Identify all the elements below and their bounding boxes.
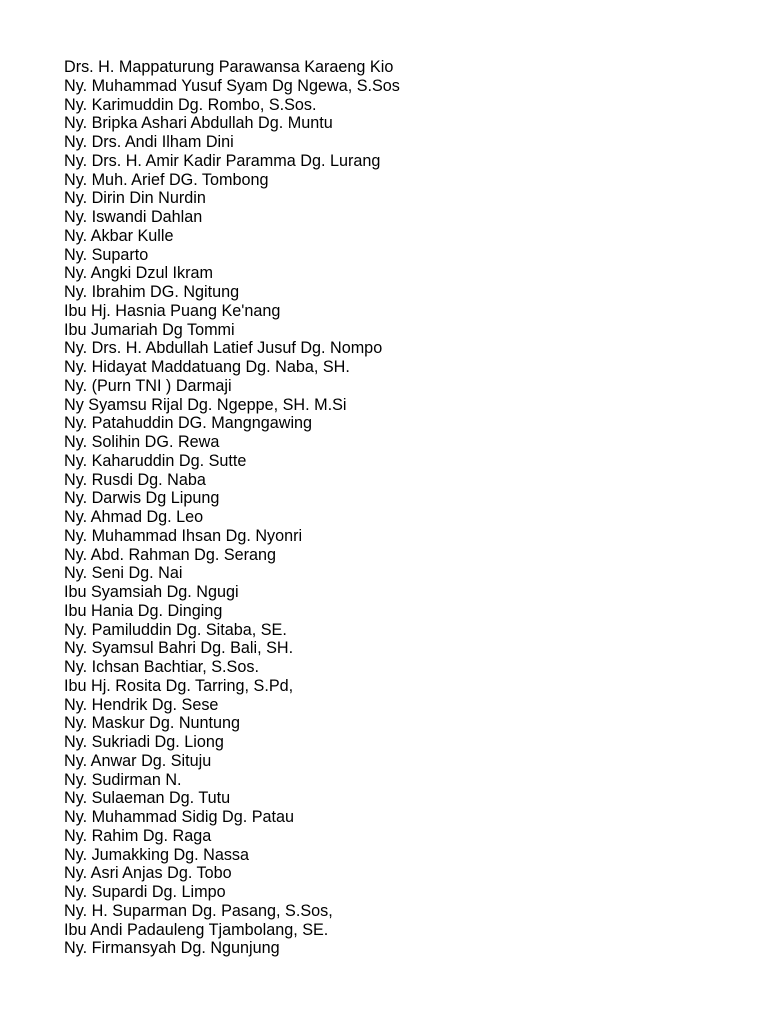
list-item: Ny. Patahuddin DG. Mangngawing: [64, 414, 313, 433]
list-item: Ny. Suparto: [64, 245, 149, 264]
list-item: Ny. Pamiluddin Dg. Sitaba, SE.: [64, 620, 287, 639]
list-item: Ny. Supardi Dg. Limpo: [64, 883, 226, 901]
list-item: Ibu Hj. Rosita Dg. Tarring, S.Pd,: [64, 676, 294, 695]
list-item: Ny. Bripka Ashari Abdullah Dg. Muntu: [64, 114, 333, 133]
list-item: Ny. Drs. H. Abdullah Latief Jusuf Dg. Nompo: [64, 339, 383, 358]
list-item: Ny. Muh. Arief DG. Tombong: [64, 170, 269, 189]
list-item: Ny. Anwar Dg. Situju: [64, 751, 212, 770]
list-item: Ny. Sulaeman Dg. Tutu: [64, 789, 231, 808]
list-item: Ny. Ichsan Bachtiar, S.Sos.: [64, 658, 259, 676]
list-item: Ny. Abd. Rahman Dg. Serang: [64, 545, 277, 564]
list-item: Ny. Ahmad Dg. Leo: [64, 508, 204, 526]
list-item: Ny. Kaharuddin Dg. Sutte: [64, 451, 247, 470]
list-item: Ny. Muhammad Sidig Dg. Patau: [64, 808, 295, 826]
list-item: Ibu Jumariah Dg Tommi: [64, 320, 235, 339]
list-item: Ny. (Purn TNI ) Darmaji: [64, 376, 232, 395]
list-item: Ny. Hidayat Maddatuang Dg. Naba, SH.: [64, 358, 350, 376]
list-item: Ny. Solihin DG. Rewa: [64, 433, 220, 451]
list-item: Ny. Rusdi Dg. Naba: [64, 470, 206, 489]
list-item: Ny. Seni Dg. Nai: [64, 564, 183, 583]
list-item: Ny. Muhammad Ihsan Dg. Nyonri: [64, 526, 303, 545]
list-item: Ibu Syamsiah Dg. Ngugi: [64, 583, 239, 601]
list-item: Ny. H. Suparman Dg. Pasang, S.Sos,: [64, 901, 333, 920]
list-item: Ny. Drs. Andi Ilham Dini: [64, 133, 234, 151]
list-item: Ny. Syamsul Bahri Dg. Bali, SH.: [64, 639, 294, 658]
list-item: Drs. H. Mappaturung Parawansa Karaeng Kio: [64, 58, 394, 76]
list-item: Ny. Darwis Dg Lipung: [64, 489, 220, 508]
list-item: Ny Syamsu Rijal Dg. Ngeppe, SH. M.Si: [64, 395, 347, 414]
list-item: Ny. Sukriadi Dg. Liong: [64, 733, 224, 751]
list-item: Ny. Dirin Din Nurdin: [64, 189, 206, 208]
list-item: Ny. Asri Anjas Dg. Tobo: [64, 864, 232, 883]
list-item: Ibu Andi Padauleng Tjambolang, SE.: [64, 920, 329, 939]
list-item: Ny. Angki Dzul Ikram: [64, 264, 214, 283]
list-item: Ny. Sudirman N.: [64, 770, 182, 789]
name-list: [64, 58, 400, 958]
list-item: Ny. Hendrik Dg. Sese: [64, 695, 219, 714]
list-item: Ibu Hj. Hasnia Puang Ke'nang: [64, 301, 281, 320]
list-item: Ny. Karimuddin Dg. Rombo, S.Sos.: [64, 95, 317, 114]
list-item: Ny. Muhammad Yusuf Syam Dg Ngewa, S.Sos: [64, 76, 400, 95]
list-item: Ny. Jumakking Dg. Nassa: [64, 845, 250, 864]
list-item: Ibu Hania Dg. Dinging: [64, 601, 223, 620]
list-item: Ny. Rahim Dg. Raga: [64, 826, 212, 845]
list-item: Ny. Iswandi Dahlan: [64, 208, 203, 226]
list-item: Ny. Firmansyah Dg. Ngunjung: [64, 939, 280, 958]
list-item: Ny. Akbar Kulle: [64, 226, 174, 245]
list-item: Ny. Drs. H. Amir Kadir Paramma Dg. Lurang: [64, 151, 381, 170]
list-item: Ny. Ibrahim DG. Ngitung: [64, 283, 240, 301]
list-item: Ny. Maskur Dg. Nuntung: [64, 714, 241, 733]
